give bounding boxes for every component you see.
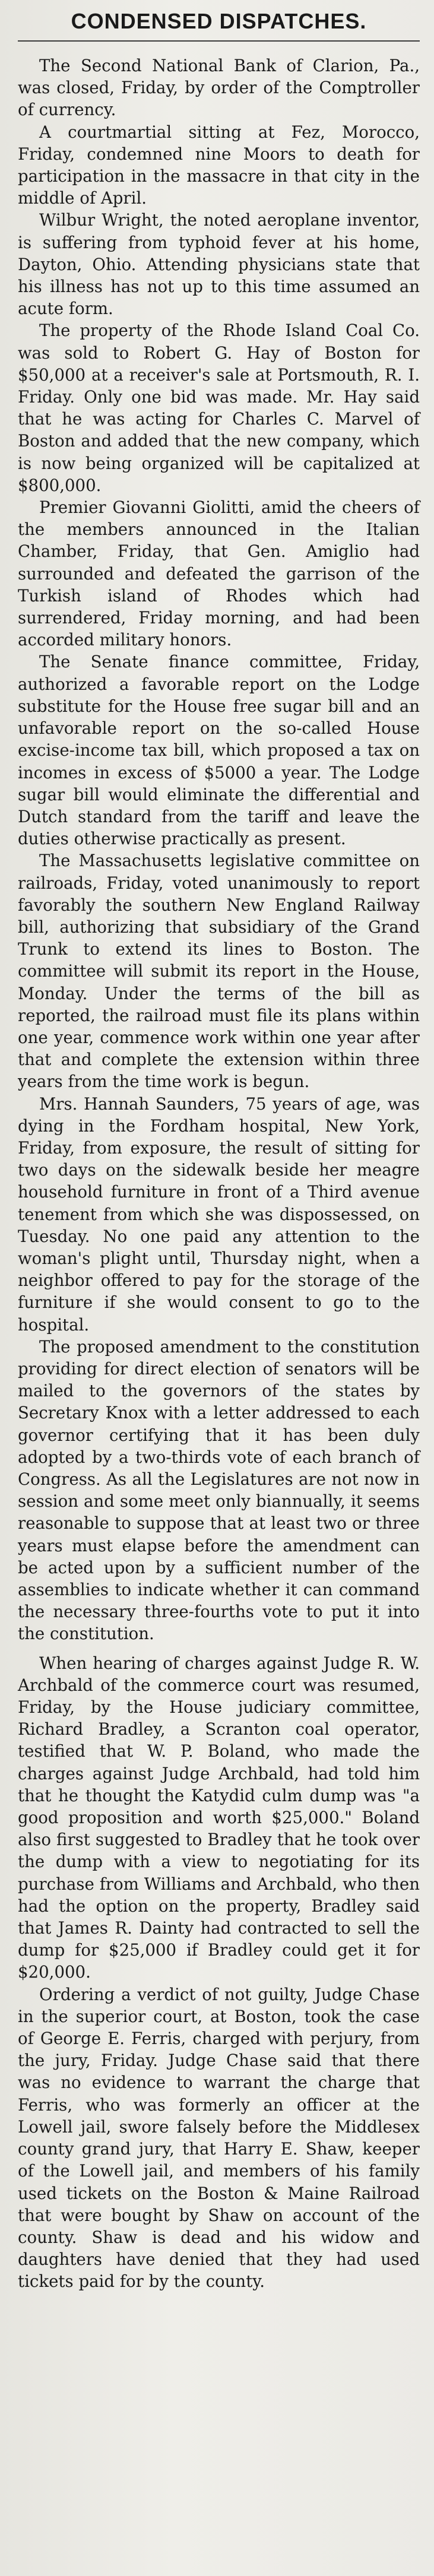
dispatch-paragraph: Mrs. Hannah Saunders, 75 years of age, was dying in the Fordham hospital, New York, Friday, from exposure, the result of sitting for two days on the sidewalk beside her meagre household furniture in front of a Third avenue tenement from which she was dispossessed, on Tuesday. No one paid any attention to the woman's plight until, Thursday night, when a neighbor offered to pay for the storage of the furniture if she would consent to go to the hospital. <box>18 1094 420 1335</box>
dispatch-paragraph: Wilbur Wright, the noted aeroplane inventor, is suffering from typhoid fever at his home, Dayton, Ohio. Attending physicians state that his illness has not up to this time assumed an acute form. <box>18 210 420 319</box>
dispatch-paragraph: Premier Giovanni Giolitti, amid the cheers of the members announced in the Italian Chamber, Friday, that Gen. Amiglio had surrounded and defeated the garrison of the Turkish island of Rhodes which had surrendered, Friday morning, and had been accorded military honors. <box>18 498 420 650</box>
dispatch-paragraph: The property of the Rhode Island Coal Co. was sold to Robert G. Hay of Boston for $50,000 at a receiver's sale at Portsmouth, R. I. Friday. Only one bid was made. Mr. Hay said that he was acting for Charles C. Marvel of Boston and added that the new company, which is now being organized will be capitalized at $800,000. <box>18 321 420 495</box>
dispatch-paragraph: Ordering a verdict of not guilty, Judge Chase in the superior court, at Boston, took the case of George E. Ferris, charged with perjury, from the jury, Friday. Judge Chase said that there was no evidence to warrant the charge that Ferris, who was formerly an officer at the Lowell jail, swore falsely before the Middlesex county grand jury, that Harry E. Shaw, keeper of the Lowell jail, and members of his family used tickets on the Boston & Maine Railroad that were bought by Shaw on account of the county. Shaw is dead and his widow and daughters have denied that they had used tickets paid for by the county. <box>18 1984 420 2292</box>
dispatch-paragraph: The Massachusetts legislative committee on railroads, Friday, voted unanimously to report favorably the southern New England Railway bill, authorizing that subsidiary of the Grand Trunk to extend its lines to Boston. The committee will submit its report in the House, Monday. Under the terms of the bill as reported, the railroad must file its plans within one year, commence work within one year after that and complete the extension within three years from the time work is begun. <box>18 851 420 1092</box>
headline-rule <box>18 40 420 42</box>
paragraph-spacer <box>18 1645 420 1652</box>
dispatch-paragraph: The Senate finance committee, Friday, authorized a favorable report on the Lodge substitute for the House free sugar bill and an unfavorable report on the so-called House excise-income tax bill, which proposed a tax on incomes in excess of $5000 a year. The Lodge sugar bill would eliminate the differential and Dutch standard from the tariff and leave the duties otherwise practically as present. <box>18 652 420 849</box>
dispatch-paragraph: A courtmartial sitting at Fez, Morocco, Friday, condemned nine Moors to death for participation in the massacre in that city in the middle of April. <box>18 122 420 208</box>
dispatch-paragraph: When hearing of charges against Judge R. W. Archbald of the commerce court was resumed, Friday, by the House judiciary committee, Richard Bradley, a Scranton coal operator, testified that W. P. Boland, who made the charges against Judge Archbald, had told him that he thought the Katydid culm dump was "a good proposition and worth $25,000." Boland also first suggested to Bradley that he took over the dump with a view to negotiating for its purchase from Williams and Archbald, who then had the option on the property, Bradley said that James R. Dainty had contracted to sell the dump for $25,000 if Bradley could get it for $20,000. <box>18 1653 420 1982</box>
headline: CONDENSED DISPATCHES. <box>71 9 367 33</box>
dispatch-paragraph: The Second National Bank of Clarion, Pa., was closed, Friday, by order of the Comptroller of currency. <box>18 56 420 120</box>
dispatch-paragraph: The proposed amendment to the constitution providing for direct election of senators will be mailed to the governors of the states by Secretary Knox with a letter addressed to each governor certifying that it has been duly adopted by a two-thirds vote of each branch of Congress. As all the Legislatures are not now in session and some meet only biannually, it seems reasonable to suppose that at least two or three years must elapse before the amendment can be acted upon by a sufficient number of the assemblies to indicate whether it can command the necessary three-fourths vote to put it into the constitution. <box>18 1336 420 1644</box>
